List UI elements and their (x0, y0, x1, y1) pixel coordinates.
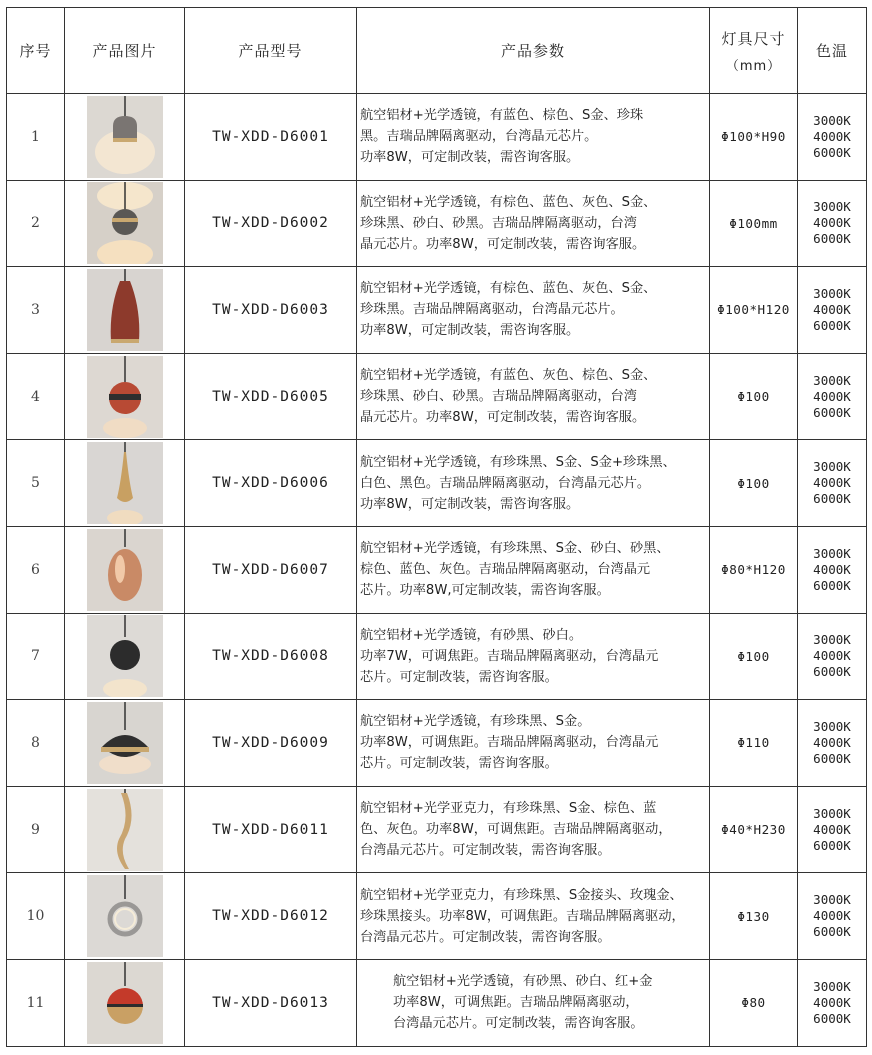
param-line: 色、灰色。功率8W，可调焦距。吉瑞品牌隔离驱动， (360, 822, 672, 838)
pendant-ring-silver-icon (87, 875, 163, 957)
table-row (7, 873, 867, 960)
row-size: Φ100mm (710, 180, 798, 267)
row-size: Φ80 (710, 959, 798, 1046)
pendant-dome-chrome-icon (87, 96, 163, 178)
row-image-cell (65, 613, 185, 700)
row-seq: 8 (7, 700, 65, 787)
table-row (7, 94, 867, 181)
row-model: TW-XDD-D6005 (185, 353, 357, 440)
param-line: 晶元芯片。功率8W，可定制改装，需咨询客服。 (360, 410, 646, 426)
param-line: 航空铝材+光学亚克力，有珍珠黑、S金、棕色、蓝 (360, 801, 657, 817)
color-temp-value: 4000K (813, 908, 851, 924)
row-image-cell (65, 267, 185, 354)
row-seq: 3 (7, 267, 65, 354)
header-seq: 序号 (7, 8, 65, 94)
row-model: TW-XDD-D6008 (185, 613, 357, 700)
param-line: 棕色、蓝色、灰色。吉瑞品牌隔离驱动，台湾晶元 (360, 562, 651, 578)
param-line: 航空铝材+光学透镜，有棕色、蓝色、灰色、S金、 (360, 281, 657, 297)
pendant-teardrop-gold-icon (87, 442, 163, 524)
row-model: TW-XDD-D6002 (185, 180, 357, 267)
row-image-cell (65, 873, 185, 960)
header-size-label: 灯具尺寸 (721, 29, 786, 48)
table-row (7, 267, 867, 354)
param-line: 台湾晶元芯片。可定制改装，需咨询客服。 (360, 929, 611, 945)
color-temp-value: 6000K (813, 404, 851, 420)
header-temp: 色温 (798, 8, 867, 94)
color-temp-value: 6000K (813, 144, 851, 160)
color-temp-value: 6000K (813, 750, 851, 766)
row-size: Φ100 (710, 440, 798, 527)
row-seq: 11 (7, 959, 65, 1046)
row-image-cell (65, 353, 185, 440)
row-seq: 10 (7, 873, 65, 960)
header-row (7, 8, 867, 94)
table-row (7, 613, 867, 700)
color-temp-value: 6000K (813, 837, 851, 853)
color-temp-value: 3000K (813, 892, 851, 908)
row-params (357, 94, 710, 181)
color-temp-value: 4000K (813, 301, 851, 317)
row-model: TW-XDD-D6013 (185, 959, 357, 1046)
row-image-cell (65, 180, 185, 267)
color-temp-value: 3000K (813, 978, 851, 994)
param-line: 航空铝材+光学透镜，有蓝色、灰色、棕色、S金、 (360, 368, 657, 384)
color-temp-value: 3000K (813, 459, 851, 475)
param-line: 功率7W，可调焦距。吉瑞品牌隔离驱动，台湾晶元 (360, 648, 659, 664)
row-model: TW-XDD-D6003 (185, 267, 357, 354)
row-params (357, 180, 710, 267)
row-image-cell (65, 700, 185, 787)
row-seq: 7 (7, 613, 65, 700)
pendant-egg-rosegold-icon (87, 529, 163, 611)
row-size: Φ100 (710, 353, 798, 440)
param-line: 航空铝材+光学亚克力，有珍珠黑、S金接头、玫瑰金、 (360, 887, 683, 903)
row-params (357, 873, 710, 960)
param-line: 珍珠黑。吉瑞品牌隔离驱动，台湾晶元芯片。 (360, 302, 624, 318)
row-color-temps (798, 613, 867, 700)
row-params (357, 526, 710, 613)
row-model: TW-XDD-D6012 (185, 873, 357, 960)
color-temp-value: 3000K (813, 805, 851, 821)
row-params (357, 959, 710, 1046)
param-line: 航空铝材+光学透镜，有珍珠黑、S金。 (360, 714, 591, 730)
row-params (357, 353, 710, 440)
header-size (710, 8, 798, 94)
row-model: TW-XDD-D6007 (185, 526, 357, 613)
row-image-cell (65, 959, 185, 1046)
table-row (7, 353, 867, 440)
pendant-disc-black-icon (87, 702, 163, 784)
color-temp-value: 3000K (813, 285, 851, 301)
row-params (357, 700, 710, 787)
param-line: 芯片。功率8W,可定制改装，需咨询客服。 (360, 583, 610, 599)
row-size: Φ100*H90 (710, 94, 798, 181)
param-line: 功率8W，可调焦距。吉瑞品牌隔离驱动， (393, 995, 639, 1011)
row-params (357, 613, 710, 700)
color-temp-value: 3000K (813, 112, 851, 128)
pendant-bell-red-icon (87, 269, 163, 351)
color-temp-value: 4000K (813, 648, 851, 664)
color-temp-value: 4000K (813, 561, 851, 577)
pendant-sphere-red-icon (87, 356, 163, 438)
row-color-temps (798, 353, 867, 440)
color-temp-value: 6000K (813, 231, 851, 247)
param-line: 航空铝材+光学透镜，有蓝色、棕色、S金、珍珠 (360, 108, 644, 124)
param-line: 黑。吉瑞品牌隔离驱动，台湾晶元芯片。 (360, 129, 598, 145)
color-temp-value: 3000K (813, 718, 851, 734)
color-temp-value: 6000K (813, 664, 851, 680)
row-image-cell (65, 440, 185, 527)
param-line: 珍珠黑、砂白、砂黑。吉瑞品牌隔离驱动，台湾 (360, 215, 637, 231)
row-color-temps (798, 786, 867, 873)
row-params (357, 267, 710, 354)
color-temp-value: 4000K (813, 734, 851, 750)
row-color-temps (798, 440, 867, 527)
pendant-ball-grey-icon (87, 182, 163, 264)
param-line: 功率8W，可定制改装，需咨询客服。 (360, 496, 580, 512)
pendant-ball-red-gold-icon (87, 962, 163, 1044)
row-model: TW-XDD-D6011 (185, 786, 357, 873)
param-line: 航空铝材+光学透镜，有棕色、蓝色、灰色、S金、 (360, 194, 657, 210)
table-row (7, 700, 867, 787)
param-line: 功率8W，可定制改装，需咨询客服。 (360, 323, 580, 339)
color-temp-value: 6000K (813, 1010, 851, 1026)
param-line: 晶元芯片。功率8W，可定制改装，需咨询客服。 (360, 236, 646, 252)
row-color-temps (798, 526, 867, 613)
table-row (7, 959, 867, 1046)
row-seq: 9 (7, 786, 65, 873)
param-line: 芯片。可定制改装，需咨询客服。 (360, 669, 558, 685)
row-color-temps (798, 180, 867, 267)
row-seq: 5 (7, 440, 65, 527)
param-line: 珍珠黑接头。功率8W，可调焦距。吉瑞品牌隔离驱动， (360, 908, 685, 924)
color-temp-value: 4000K (813, 994, 851, 1010)
row-model: TW-XDD-D6009 (185, 700, 357, 787)
row-color-temps (798, 959, 867, 1046)
row-size: Φ100 (710, 613, 798, 700)
row-image-cell (65, 786, 185, 873)
row-seq: 1 (7, 94, 65, 181)
row-size: Φ100*H120 (710, 267, 798, 354)
pendant-ball-black-icon (87, 615, 163, 697)
color-temp-value: 4000K (813, 128, 851, 144)
row-image-cell (65, 94, 185, 181)
row-model: TW-XDD-D6006 (185, 440, 357, 527)
color-temp-value: 3000K (813, 199, 851, 215)
row-seq: 2 (7, 180, 65, 267)
color-temp-value: 3000K (813, 372, 851, 388)
row-size: Φ80*H120 (710, 526, 798, 613)
color-temp-value: 3000K (813, 545, 851, 561)
color-temp-value: 4000K (813, 388, 851, 404)
color-temp-value: 6000K (813, 491, 851, 507)
color-temp-value: 6000K (813, 924, 851, 940)
row-size: Φ130 (710, 873, 798, 960)
param-line: 航空铝材+光学透镜，有砂黑、砂白、红+金 (393, 974, 653, 990)
color-temp-value: 6000K (813, 317, 851, 333)
color-temp-value: 4000K (813, 475, 851, 491)
param-line: 功率8W，可调焦距。吉瑞品牌隔离驱动，台湾晶元 (360, 735, 659, 751)
table-row (7, 786, 867, 873)
param-line: 航空铝材+光学透镜，有珍珠黑、S金、S金+珍珠黑、 (360, 454, 676, 470)
row-color-temps (798, 700, 867, 787)
param-line: 航空铝材+光学透镜，有砂黑、砂白。 (360, 627, 583, 643)
row-model: TW-XDD-D6001 (185, 94, 357, 181)
header-image: 产品图片 (65, 8, 185, 94)
row-params (357, 786, 710, 873)
table-row (7, 526, 867, 613)
param-line: 台湾晶元芯片。可定制改装，需咨询客服。 (360, 843, 611, 859)
row-size: Φ40*H230 (710, 786, 798, 873)
param-line: 航空铝材+光学透镜，有珍珠黑、S金、砂白、砂黑、 (360, 541, 670, 557)
param-line: 芯片。可定制改装，需咨询客服。 (360, 756, 558, 772)
color-temp-value: 4000K (813, 821, 851, 837)
row-size: Φ110 (710, 700, 798, 787)
param-line: 珍珠黑、砂白、砂黑。吉瑞品牌隔离驱动，台湾 (360, 389, 637, 405)
row-params (357, 440, 710, 527)
table-row (7, 440, 867, 527)
product-spec-table (6, 7, 867, 1047)
param-line: 台湾晶元芯片。可定制改装，需咨询客服。 (393, 1016, 644, 1032)
row-color-temps (798, 873, 867, 960)
param-line: 白色、黑色。吉瑞品牌隔离驱动，台湾晶元芯片。 (360, 475, 651, 491)
row-seq: 6 (7, 526, 65, 613)
param-line: 功率8W，可定制改装，需咨询客服。 (360, 150, 580, 166)
row-seq: 4 (7, 353, 65, 440)
color-temp-value: 3000K (813, 632, 851, 648)
header-params: 产品参数 (357, 8, 710, 94)
header-model: 产品型号 (185, 8, 357, 94)
row-color-temps (798, 267, 867, 354)
color-temp-value: 6000K (813, 577, 851, 593)
pendant-twist-gold-icon (87, 789, 163, 871)
row-color-temps (798, 94, 867, 181)
color-temp-value: 4000K (813, 215, 851, 231)
header-size-unit: （mm） (725, 58, 782, 74)
row-image-cell (65, 526, 185, 613)
table-row (7, 180, 867, 267)
